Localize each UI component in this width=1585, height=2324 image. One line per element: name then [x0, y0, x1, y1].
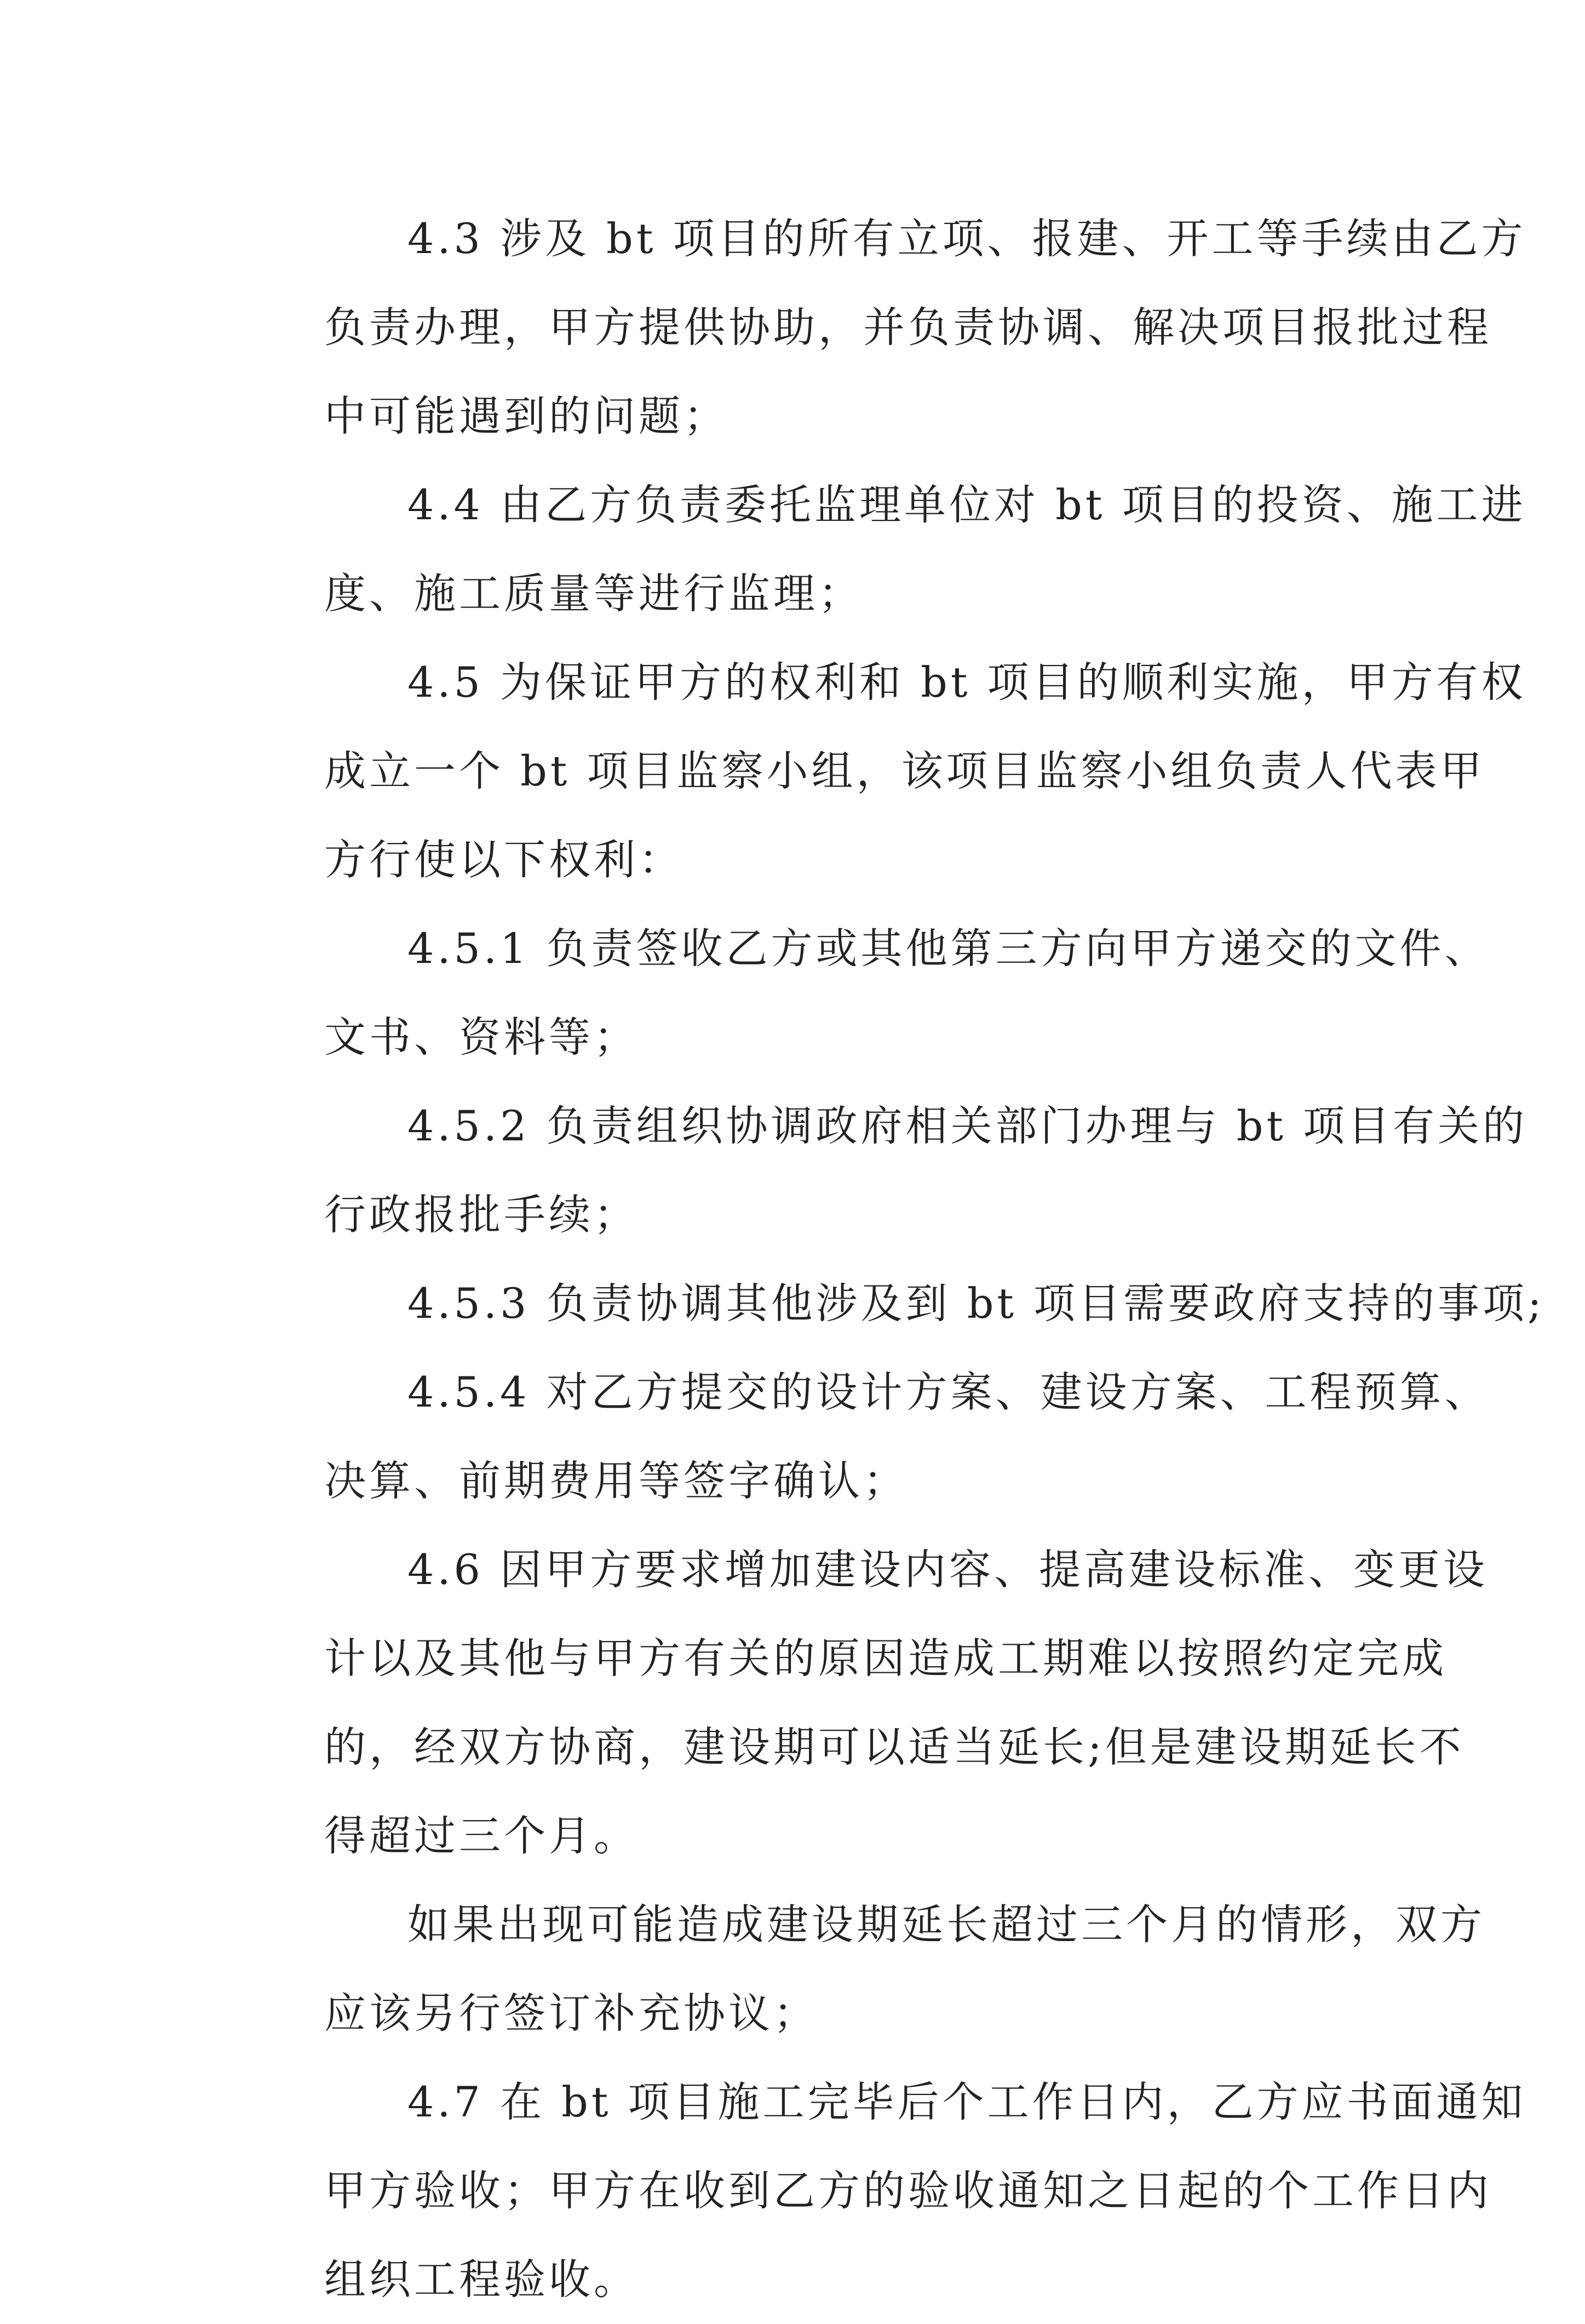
- paragraph-4-5-2: [241, 1082, 1528, 1259]
- text-line: 应该另行签订补充协议；: [324, 1989, 818, 2038]
- text-line: 如果出现可能造成建设期延长超过三个月的情形，双方: [407, 1900, 1485, 1949]
- paragraph-4-5: [241, 638, 1526, 904]
- text-line: 度、施工质量等进行监理；: [324, 569, 863, 618]
- text-line: 的，经双方协商，建设期可以适当延长;但是建设期延长不: [324, 1723, 1465, 1771]
- text-line: 组织工程验收。: [324, 2255, 639, 2304]
- paragraph-4-5-1: [241, 904, 1490, 1082]
- text-line: 计以及其他与甲方有关的原因造成工期难以按照约定完成: [324, 1634, 1447, 1683]
- paragraph-4-5-4: [241, 1348, 1490, 1525]
- text-line: 4.4 由乙方负责委托监理单位对 bt 项目的投资、施工进: [407, 480, 1526, 529]
- paragraph-4-5-3: [241, 1259, 1545, 1348]
- text-line: 得超过三个月。: [324, 1811, 639, 1860]
- text-line: 行政报批手续；: [324, 1190, 639, 1239]
- paragraph-4-7: [241, 2058, 1526, 2324]
- paragraph-4-3: [241, 194, 1526, 461]
- text-line: 中可能遇到的问题；: [324, 392, 728, 440]
- paragraph-extension: [241, 1880, 1485, 2058]
- paragraph-4-6: [241, 1525, 1489, 1880]
- text-line: 成立一个 bt 项目监察小组，该项目监察小组负责人代表甲: [324, 747, 1485, 795]
- text-line: 4.7 在 bt 项目施工完毕后个工作日内，乙方应书面通知: [407, 2078, 1526, 2126]
- text-line: 4.5.2 负责组织协调政府相关部门办理与 bt 项目有关的: [407, 1101, 1528, 1150]
- text-line: 甲方验收；甲方在收到乙方的验收通知之日起的个工作日内: [324, 2166, 1492, 2215]
- text-line: 4.5 为保证甲方的权利和 bt 项目的顺利实施，甲方有权: [407, 658, 1526, 707]
- text-line: 负责办理，甲方提供协助，并负责协调、解决项目报批过程: [324, 303, 1492, 352]
- document-body: [241, 194, 1545, 2324]
- text-line: 决算、前期费用等签字确认；: [324, 1456, 908, 1505]
- text-line: 方行使以下权利：: [324, 835, 684, 884]
- text-line: 4.6 因甲方要求增加建设内容、提高建设标准、变更设: [407, 1545, 1489, 1594]
- text-line: 4.3 涉及 bt 项目的所有立项、报建、开工等手续由乙方: [407, 214, 1526, 263]
- text-line: 文书、资料等；: [324, 1013, 639, 1061]
- text-line: 4.5.1 负责签收乙方或其他第三方向甲方递交的文件、: [407, 924, 1490, 973]
- text-line: 4.5.3 负责协调其他涉及到 bt 项目需要政府支持的事项;: [407, 1279, 1545, 1328]
- text-line: 4.5.4 对乙方提交的设计方案、建设方案、工程预算、: [407, 1368, 1490, 1416]
- paragraph-4-4: [241, 461, 1526, 638]
